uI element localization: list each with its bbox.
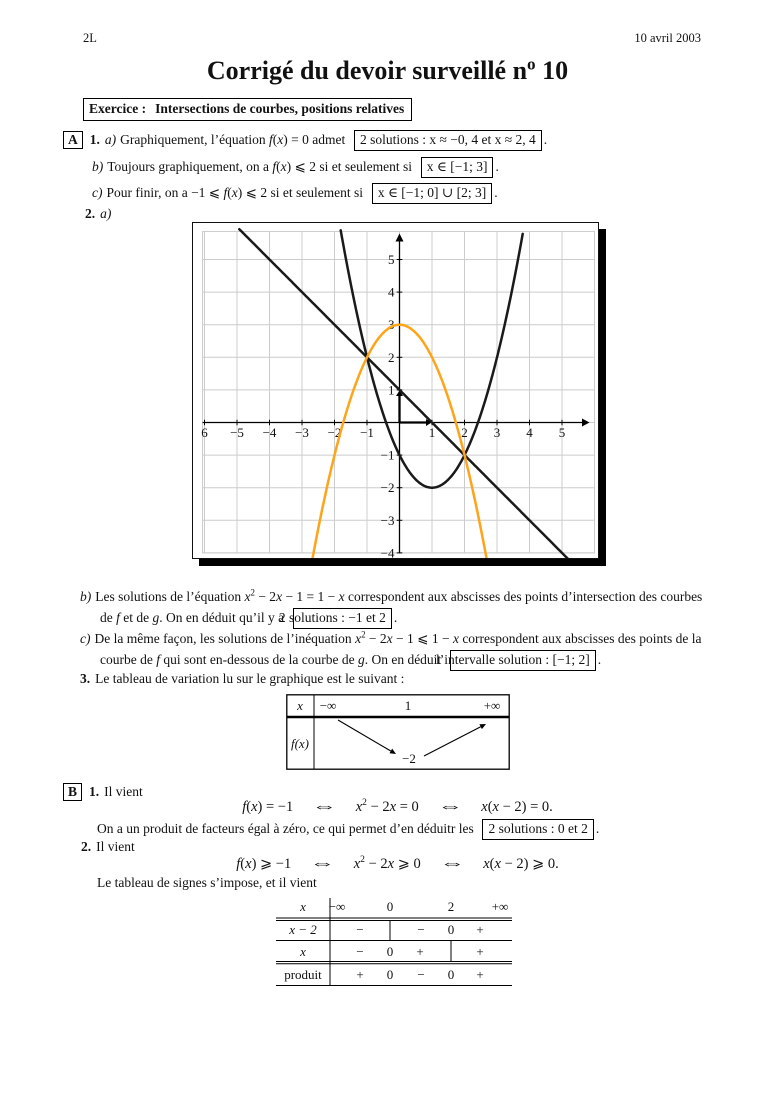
item-number: 2. — [85, 206, 96, 221]
cell: − — [356, 944, 364, 959]
item-B1-text: On a un produit de facteurs égal à zéro, ce qui permet d’en déduitr les 2 solutions : 0 et 2 . — [97, 819, 599, 840]
cell: − — [417, 922, 425, 937]
x-tick-label: 4 — [526, 425, 533, 440]
var-min-value: −2 — [402, 751, 416, 766]
exercise-subject: Intersections de courbes, positions relatives — [155, 101, 405, 116]
variation-table-svg — [286, 694, 510, 770]
item-A1c — [92, 183, 498, 204]
increasing-arrow — [424, 727, 481, 756]
function-plot — [193, 223, 598, 558]
row-x-minus-2-label: x − 2 — [289, 922, 317, 937]
cell: + — [356, 967, 364, 982]
cell: − — [356, 922, 364, 937]
item-B2-text: Le tableau de signes s’impose, et il vient — [97, 875, 317, 890]
x-tick-label: 5 — [558, 425, 566, 440]
item-A3 — [80, 671, 404, 687]
equation-1: f(x) = −1 ⇔ $x^2 - 2x = 0$ ⇔ x(x − 2) = 0. — [242, 797, 553, 815]
item-letter: b) — [80, 589, 92, 604]
item-text: De la même façon, les solutions de l’inéquation $x^2 - 2x - 1$ ⩽ 1 − x correspondent aux abscisses des points de la courbe de f qui sont en-dessous de la courbe de g. On en déduit l’intervalle solution : [−1; 2] . — [95, 631, 702, 667]
item-number: 1. — [89, 784, 100, 799]
sign-col-header: x — [300, 899, 306, 914]
row-product-label: produit — [284, 967, 322, 982]
var-row-header: f(x) — [290, 736, 310, 751]
var-x-minus-inf: −∞ — [319, 698, 337, 713]
cell: + — [416, 944, 424, 959]
item-A1a — [63, 130, 547, 151]
x-tick-label: −2 — [327, 425, 342, 440]
sign-table — [274, 896, 514, 995]
x-tick-label: −4 — [262, 425, 277, 440]
graph-figure — [192, 222, 599, 559]
y-axis-arrow — [396, 234, 404, 242]
decreasing-arrow — [338, 720, 391, 751]
y-tick-label: 3 — [388, 317, 395, 333]
sign-table-svg — [274, 896, 514, 990]
x-tick-label: 3 — [493, 425, 501, 440]
x-tick-label: −5 — [230, 425, 244, 440]
cell: + — [476, 944, 484, 959]
var-col-header: x — [297, 698, 303, 713]
item-letter: a) — [104, 132, 117, 147]
item-letter: c) — [92, 185, 103, 200]
item-text: Il vient — [104, 784, 143, 799]
item-text: Toujours graphiquement, on a f(x) ⩽ 2 si et seulement si x ∈ [−1; 3] . — [107, 159, 499, 174]
item-A2a — [85, 206, 115, 222]
y-tick-label: −4 — [380, 545, 395, 558]
sign-hdr-two: 2 — [447, 899, 455, 914]
y-tick-label: 1 — [388, 382, 395, 398]
y-tick-label: 2 — [388, 349, 395, 365]
date-label: 10 avril 2003 — [634, 31, 701, 45]
item-number: 1. — [89, 132, 100, 147]
x-tick-label: 2 — [461, 425, 468, 440]
cell: 0 — [447, 922, 455, 937]
cell: − — [417, 967, 425, 982]
x-tick-label: −3 — [295, 425, 309, 440]
y-tick-label: −3 — [380, 512, 395, 528]
class-label: 2L — [83, 31, 97, 45]
cell: + — [476, 967, 484, 982]
y-tick-label: −1 — [380, 447, 395, 463]
sign-hdr-plus-inf: +∞ — [491, 899, 509, 914]
x-axis-arrow — [582, 419, 590, 427]
sign-hdr-minus-inf: −∞ — [328, 899, 346, 914]
item-text: Pour finir, on a −1 ⩽ f(x) ⩽ 2 si et seulement si x ∈ [−1; 0] ∪ [2; 3] . — [107, 185, 498, 200]
item-letter: b) — [92, 159, 104, 174]
curve-g — [239, 229, 568, 558]
section-B-marker: B — [63, 783, 82, 801]
x-tick-label: −1 — [360, 425, 374, 440]
var-x-one: 1 — [404, 698, 412, 713]
y-tick-label: −2 — [380, 480, 395, 496]
item-text: Le tableau de variation lu sur le graphique est le suivant : — [95, 671, 405, 686]
section-A-marker: A — [63, 131, 83, 149]
item-A2b — [80, 586, 732, 629]
cell: 0 — [447, 967, 455, 982]
item-letter: a) — [100, 206, 112, 221]
item-text: Il vient — [96, 839, 135, 854]
y-tick-label: 5 — [388, 252, 395, 267]
var-x-plus-inf: +∞ — [483, 698, 501, 713]
item-A1b — [92, 157, 499, 178]
cell: + — [476, 922, 484, 937]
row-x-label: x — [300, 944, 306, 959]
equation-2: f(x) ⩾ −1 ⇔ $x^2 - 2x$ ⩾ 0 ⇔ x(x − 2) ⩾ 0. — [236, 854, 559, 872]
cell: 0 — [386, 967, 394, 982]
sign-hdr-zero: 0 — [386, 899, 394, 914]
exercise-label: Exercice : — [89, 101, 147, 116]
item-text: Les solutions de l’équation $x^2 - 2x - 1 = 1 - x$ correspondent aux abscisses des points d’intersection des courbes de f et de g. On en déduit qu’il y a 2 solutions : −1 et 2 . — [95, 589, 702, 625]
item-number: 2. — [81, 839, 92, 854]
variation-table — [286, 694, 510, 775]
item-B2 — [81, 839, 135, 855]
item-number: 3. — [80, 671, 91, 686]
x-tick-label: 6 — [201, 425, 208, 440]
exercise-title-box — [83, 98, 412, 121]
x-tick-label: 1 — [428, 425, 436, 440]
item-A2c — [80, 628, 732, 671]
cell: 0 — [386, 944, 394, 959]
item-text: Graphiquement, l’équation f(x) = 0 admet 2 solutions : x ≈ −0, 4 et x ≈ 2, 4 . — [120, 132, 547, 147]
item-letter: c) — [80, 631, 91, 646]
page-title: Corrigé du devoir surveillé $n^o$ 10 — [206, 54, 569, 85]
y-tick-label: 4 — [388, 284, 395, 300]
